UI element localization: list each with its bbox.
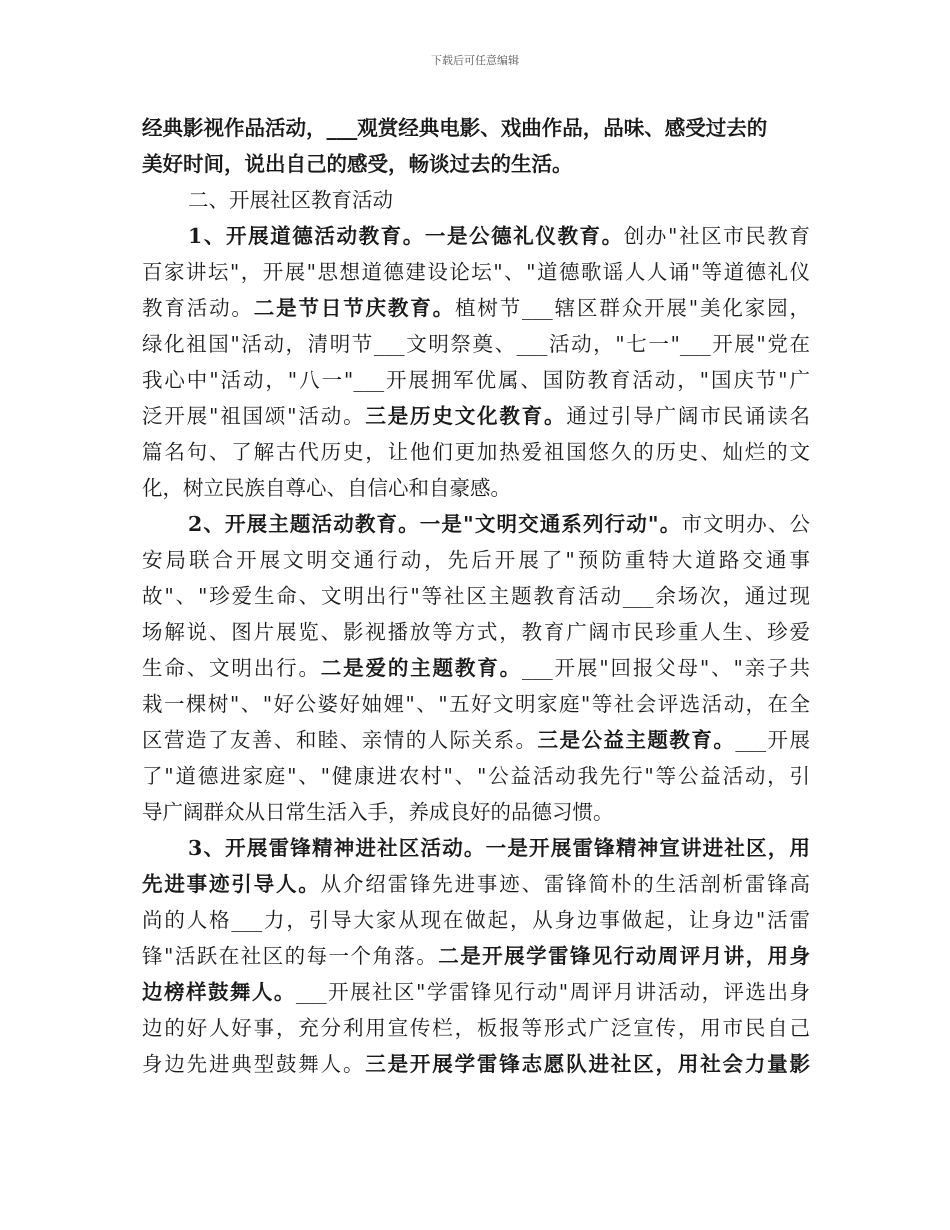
document-body	[142, 110, 810, 1082]
paragraph-3-line-3: 尚的人格___力，引导大家从现在做起，从身边事做起，让身边"活雷	[142, 908, 810, 932]
paragraph-1-line-8: 化，树立民族自尊心、自信心和自豪感。	[142, 476, 511, 500]
emphasis: 先进事迹引导人。	[142, 872, 321, 896]
emphasis: 二是爱的主题教育。	[320, 656, 522, 680]
text-run: 身边先进典型鼓舞人。	[142, 1052, 366, 1076]
page-header-note: 下载后可任意编辑	[431, 54, 519, 67]
text-run: 泛开展"祖国颂"活动。	[142, 404, 366, 428]
paragraph-2-line-3: 故"、"珍爱生命、文明出行"等社区主题教育活动___余场次，通过现	[142, 584, 810, 608]
paragraph-3-line-6: 边的好人好事，充分利用宣传栏，板报等形式广泛宣传，用市民自己	[142, 1016, 810, 1040]
text-run: ___开展社区"学雷锋见行动"周评月讲活动，评选出身	[295, 980, 810, 1004]
paragraph-2-line-1	[142, 506, 810, 542]
section-title: 二、开展社区教育活动	[188, 188, 393, 212]
emphasis: 边榜样鼓舞人。	[142, 980, 296, 1004]
emphasis: 三是开展学雷锋志愿队进社区，用社会力量影	[365, 1052, 811, 1076]
text-run: 锋"活跃在社区的每一个角落。	[142, 944, 439, 968]
text-run: 生命、文明出行。	[142, 656, 321, 680]
text-run: 从介绍雷锋先进事迹、雷锋简朴的生活剖析雷锋高	[320, 872, 811, 896]
text-run: 植树节___辖区群众开展"美化家园，	[454, 296, 810, 320]
paragraph-3-line-1	[142, 830, 810, 866]
text-run: 通过引导广阔市民诵读名	[566, 404, 811, 428]
paragraph-1-line-3	[142, 290, 810, 326]
emphasis: 三是历史文化教育。	[365, 404, 567, 428]
emphasis: 3、开展雷锋精神进社区活动。一是开展雷锋精神宣讲进社区，用	[188, 836, 810, 860]
paragraph-3-line-2	[142, 866, 810, 902]
paragraph-1-line-5: 我心中"活动，"八一"___开展拥军优属、国防教育活动，"国庆节"广	[142, 368, 810, 392]
emphasis: 三是公益主题教育。	[537, 728, 736, 752]
text-run: 创办"社区市民教育	[623, 224, 810, 248]
emphasis: 2、开展主题活动教育。一是"文明交通系列行动"。	[188, 512, 682, 536]
paragraph-3-line-5	[142, 974, 810, 1010]
paragraph-2-line-2: 安局联合开展文明交通行动，先后开展了"预防重特大道路交通事	[142, 548, 810, 572]
intro-line-2: 美好时间，说出自己的感受，畅谈过去的生活。	[142, 152, 573, 176]
text-run: 教育活动。	[142, 296, 254, 320]
text-run: ___开展"回报父母"、"亲子共	[521, 656, 811, 680]
emphasis: 二是开展学雷锋见行动周评月讲，用身	[438, 944, 810, 968]
text-run: 区营造了友善、和睦、亲情的人际关系。	[142, 728, 538, 752]
intro-line-1: 经典影视作品活动，___观赏经典电影、戏曲作品，品味、感受过去的	[142, 116, 768, 140]
paragraph-2-line-9: 导广阔群众从日常生活入手，养成良好的品德习惯。	[142, 800, 614, 824]
paragraph-3-line-4	[142, 938, 810, 974]
paragraph-2-line-7	[142, 722, 810, 758]
paragraph-1-line-4: 绿化祖国"活动，清明节___文明祭奠、___活动，"七一"___开展"党在	[142, 332, 810, 356]
paragraph-1-line-7: 篇名句、了解古代历史，让他们更加热爱祖国悠久的历史、灿烂的文	[142, 440, 810, 464]
emphasis: 二是节日节庆教育。	[253, 296, 455, 320]
text-run: 市文明办、公	[681, 512, 811, 536]
paragraph-2-line-8: 了"道德进家庭"、"健康进农村"、"公益活动我先行"等公益活动，引	[142, 764, 810, 788]
paragraph-1-line-2: 百家讲坛"，开展"思想道德建设论坛"、"道德歌谣人人诵"等道德礼仪	[142, 260, 810, 284]
paragraph-2-line-6: 栽一棵树"、"好公婆好妯娌"、"五好文明家庭"等社会评选活动，在全	[142, 692, 810, 716]
paragraph-2-line-5	[142, 650, 810, 686]
emphasis: 1、开展道德活动教育。一是公德礼仪教育。	[188, 224, 624, 248]
text-run: ___开展	[735, 728, 811, 752]
paragraph-3-line-7	[142, 1046, 810, 1082]
paragraph-2-line-4: 场解说、图片展览、影视播放等方式，教育广阔市民珍重人生、珍爱	[142, 620, 810, 644]
paragraph-1-line-1	[142, 218, 810, 254]
paragraph-1-line-6	[142, 398, 810, 434]
